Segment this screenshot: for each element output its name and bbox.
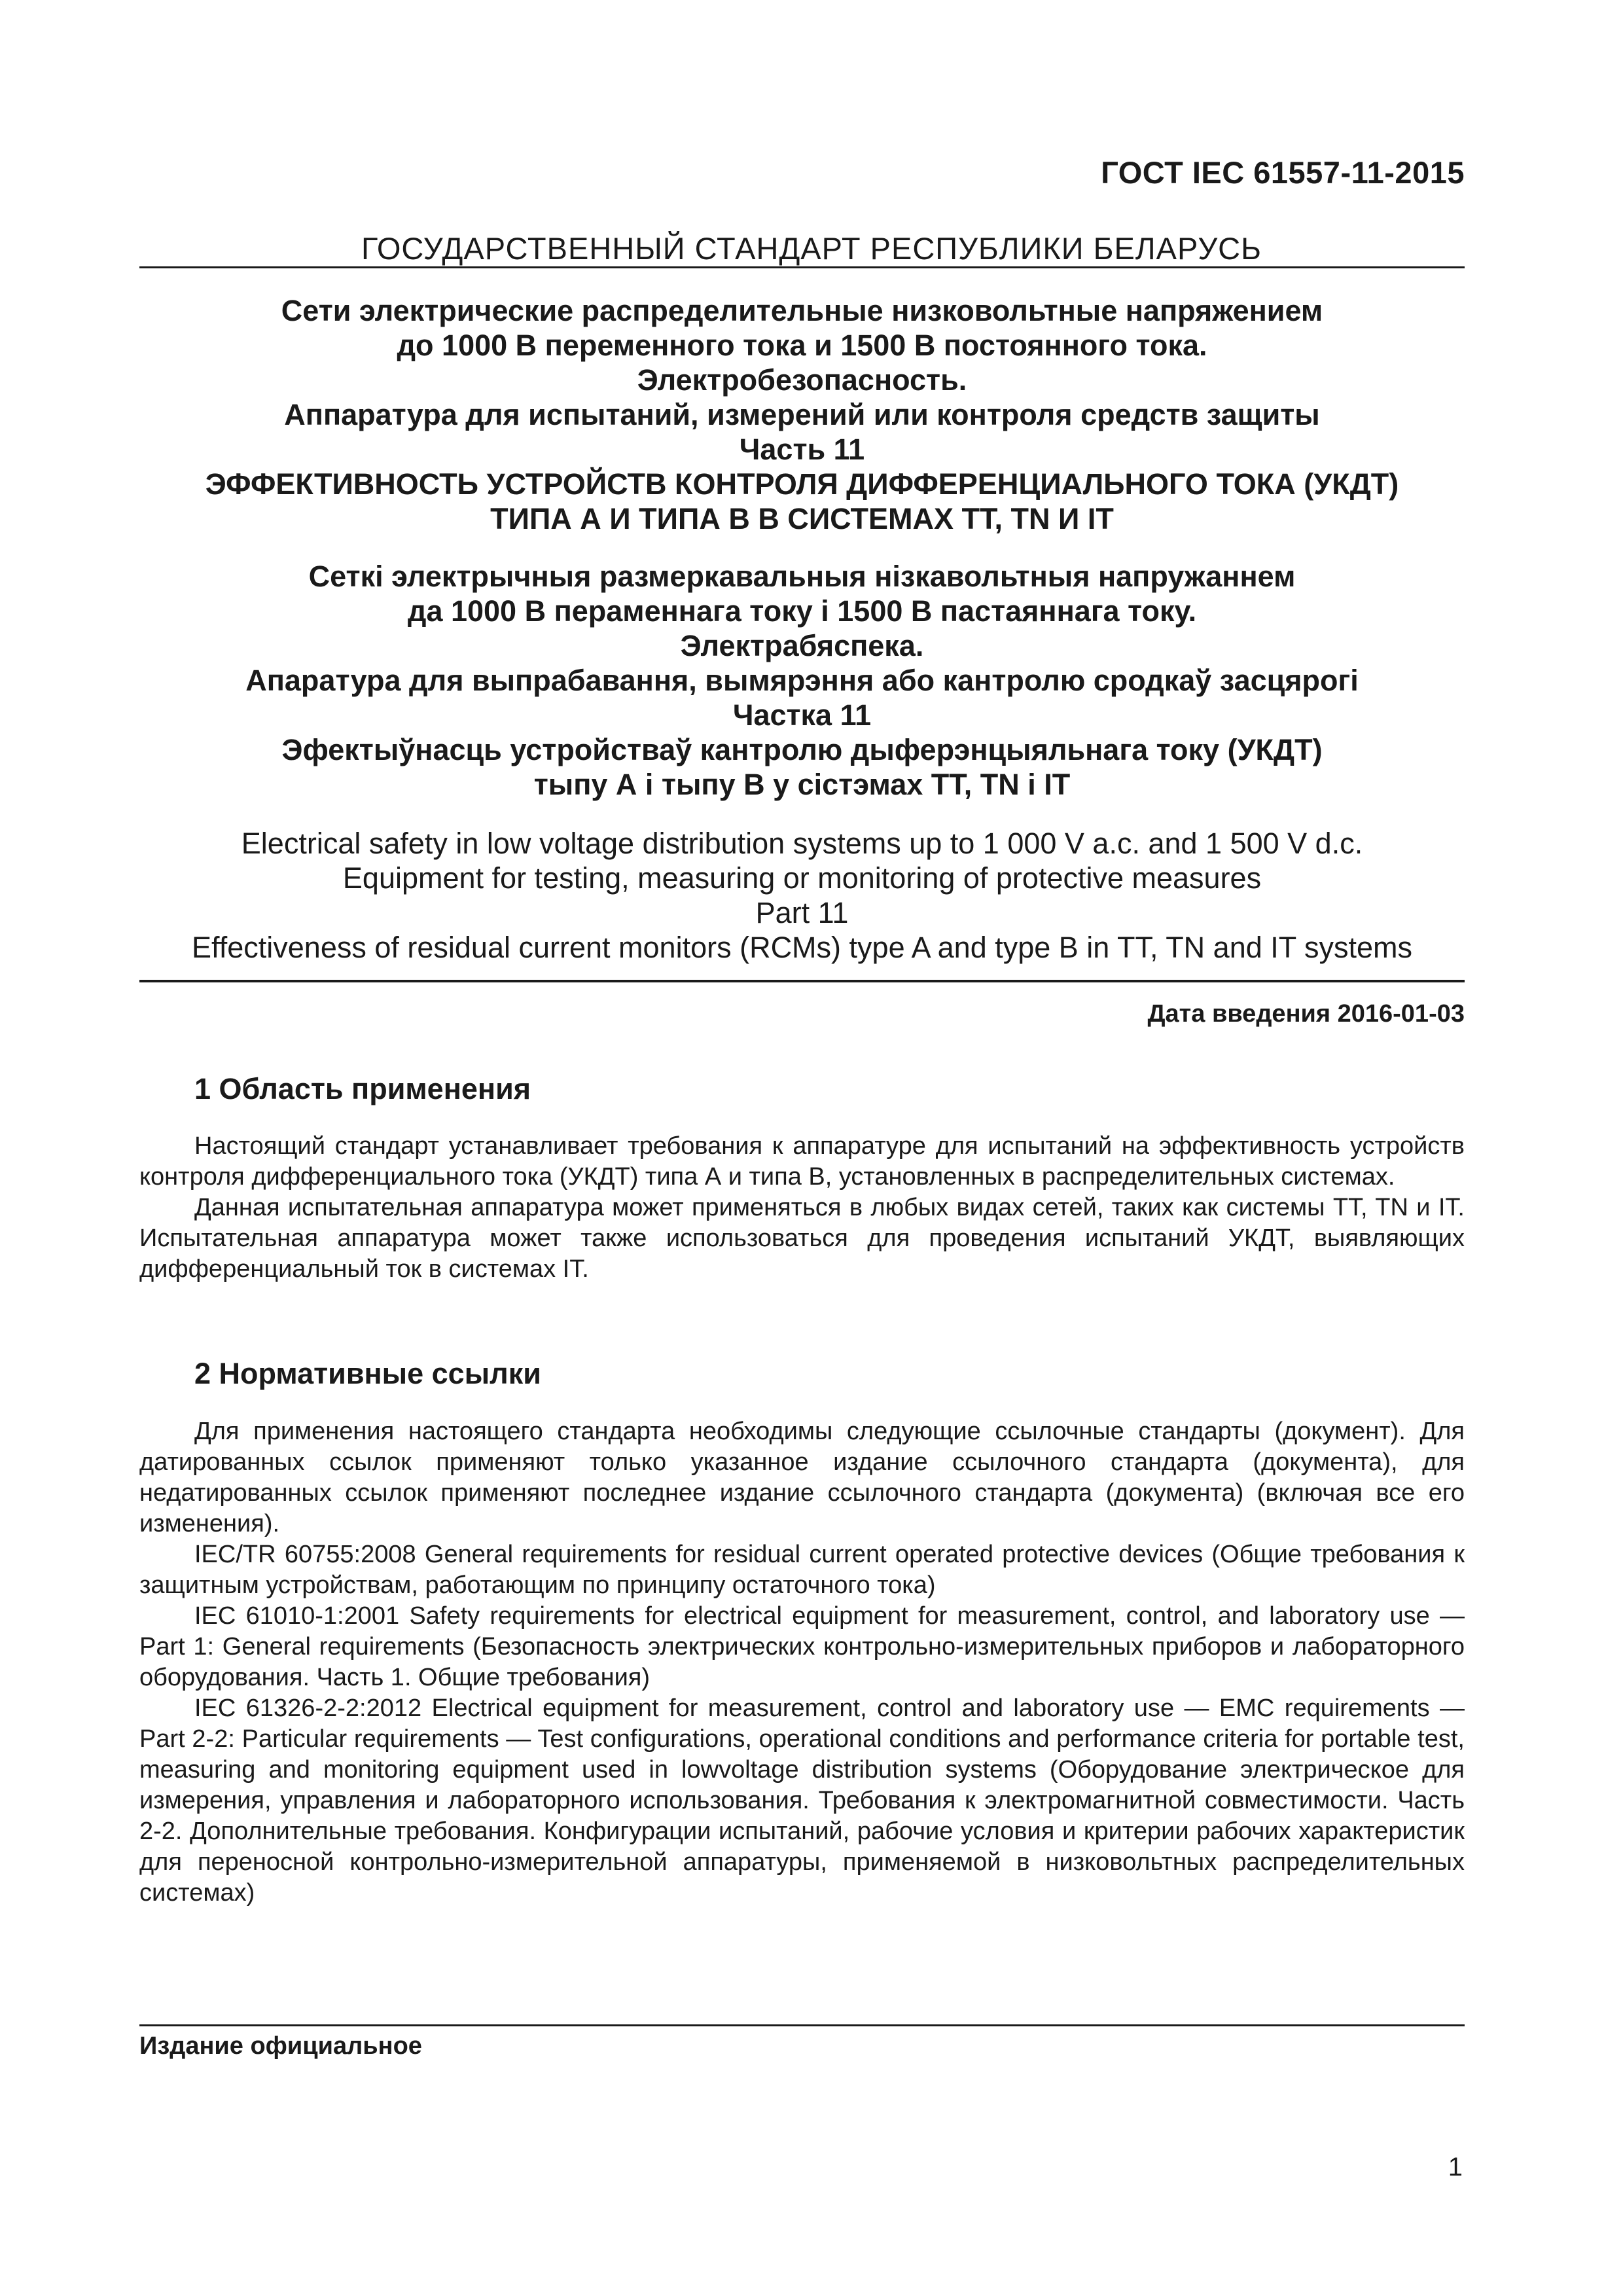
title-by-line: да 1000 В пераменнага току і 1500 В пастаяннага току. — [407, 594, 1197, 628]
title-ru-line: ТИПА А И ТИПА В В СИСТЕМАХ TT, TN И IT — [490, 502, 1114, 535]
title-by-line: Частка 11 — [732, 698, 872, 732]
paragraph: Данная испытательная аппаратура может применяться в любых видах сетей, таких как системы TT, TN и IT. Испытательная аппаратура может также использоваться для проведения испытаний УКДТ, выявляющих дифференциальный ток в системах IT. — [139, 1194, 1465, 1283]
page-number: 1 — [1448, 2153, 1463, 2181]
section-1-body — [139, 1131, 1465, 1285]
title-by-line: Сеткі электрычныя размеркавальныя нізкавольтныя напружаннем — [308, 560, 1296, 593]
header-rule — [139, 266, 1465, 268]
title-en-line: Effectiveness of residual current monitors (RCMs) type A and type B in TT, TN and IT systems — [192, 931, 1412, 964]
title-by-line: Электрабяспека. — [680, 629, 924, 662]
title-by-line: Апаратура для выпрабавання, вымярэння або кантролю сродкаў засцярогі — [245, 664, 1359, 697]
official-edition-note: Издание официальное — [139, 2032, 422, 2060]
section-2-heading: 2 Нормативные ссылки — [194, 1357, 541, 1390]
section-2-body — [139, 1416, 1465, 1909]
state-standard-heading: ГОСУДАРСТВЕННЫЙ СТАНДАРТ РЕСПУБЛИКИ БЕЛАРУСЬ — [361, 231, 1262, 266]
title-rule — [139, 980, 1465, 982]
paragraph: Для применения настоящего стандарта необходимы следующие ссылочные стандарты (документ). Для датированных ссылок применяют только указанное издание ссылочного стандарта (документа), для недатированных ссылок применяют последнее издание ссылочного стандарта (документа) (включая все его изменения). — [139, 1418, 1465, 1537]
title-by-line: Эфектыўнасць устройстваў кантролю дыферэнцыяльнага току (УКДТ) — [281, 733, 1323, 766]
title-english — [139, 826, 1465, 965]
title-ru-line: Часть 11 — [739, 433, 865, 466]
reference-item: IEC 61326-2-2:2012 Electrical equipment for measurement, control and laboratory use — EMC requirements — Part 2-2: Particular requirements — Test configurations, operational conditions and performance criteria for portable test, measuring and monitoring equipment used in lowvoltage distribution systems (Оборудование электрическое для измерения, управления и лабораторного использования. Требования к электромагнитной совместимости. Часть 2-2. Дополнительные требования. Конфигурации испытаний, рабочие условия и критерии рабочих характеристик для переносной контрольно-измерительной аппаратуры, применяемой в низковольтных распределительных системах) — [139, 1695, 1465, 1907]
title-russian — [139, 293, 1465, 536]
title-ru-line: Аппаратура для испытаний, измерений или контроля средств защиты — [284, 398, 1320, 431]
document-code: ГОСТ IEC 61557-11-2015 — [1101, 155, 1465, 190]
reference-item: IEC 61010-1:2001 Safety requirements for electrical equipment for measurement, control, and laboratory use — Part 1: General requirements (Безопасность электрических контрольно-измерительных приборов и лабораторного оборудования. Часть 1. Общие требования) — [139, 1602, 1465, 1691]
title-ru-line: Электробезопасность. — [637, 363, 967, 397]
title-ru-line: ЭФФЕКТИВНОСТЬ УСТРОЙСТВ КОНТРОЛЯ ДИФФЕРЕНЦИАЛЬНОГО ТОКА (УКДТ) — [205, 467, 1399, 501]
section-1-heading: 1 Область применения — [194, 1072, 531, 1105]
reference-item: IEC/TR 60755:2008 General requirements for residual current operated protective devices (Общие требования к защитным устройствам, работающим по принципу остаточного тока) — [139, 1541, 1465, 1599]
title-ru-line: Сети электрические распределительные низковольтные напряжением — [281, 294, 1323, 327]
title-by-line: тыпу А і тыпу В у сістэмах TT, TN і IT — [533, 768, 1071, 801]
paragraph: Настоящий стандарт устанавливает требования к аппаратуре для испытаний на эффективность устройств контроля дифференциального тока (УКДТ) типа А и типа В, установленных в распределительных системах. — [139, 1132, 1465, 1191]
title-en-line: Part 11 — [755, 896, 849, 929]
title-en-line: Equipment for testing, measuring or monitoring of protective measures — [342, 861, 1262, 895]
footer-rule — [139, 2024, 1465, 2026]
title-belarusian — [139, 559, 1465, 802]
introduction-date: Дата введения 2016-01-03 — [1147, 1000, 1465, 1028]
title-ru-line: до 1000 В переменного тока и 1500 В постоянного тока. — [397, 329, 1207, 362]
title-en-line: Electrical safety in low voltage distribution systems up to 1 000 V a.c. and 1 500 V d.c. — [241, 827, 1363, 860]
